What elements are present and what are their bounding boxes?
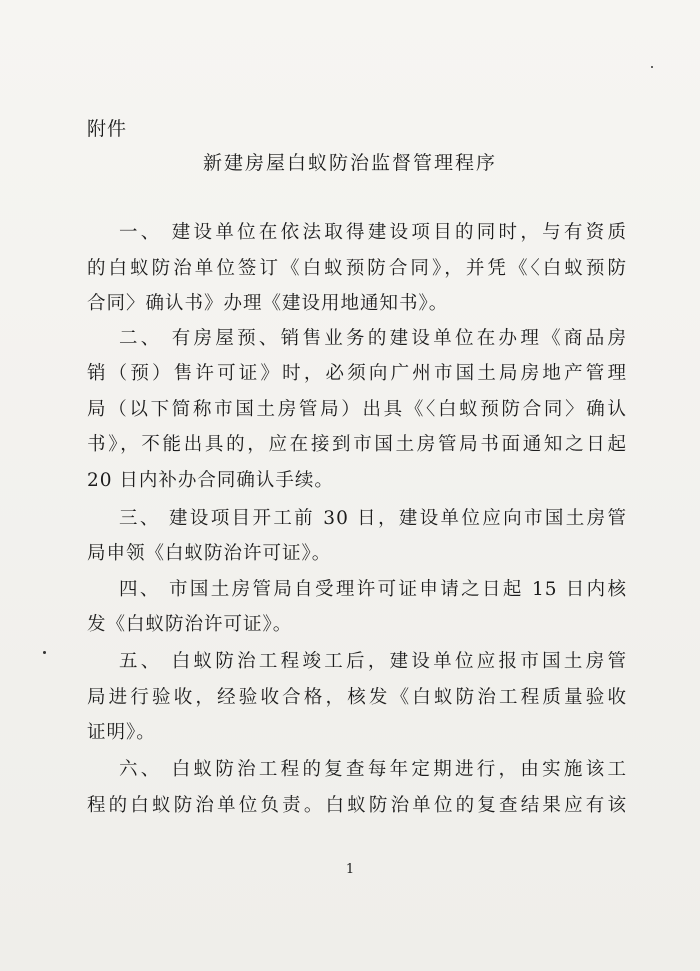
scan-speck	[651, 66, 653, 68]
paragraph-5-line-2: 局进行验收，经验收合格，核发《白蚁防治工程质量验收	[87, 687, 627, 708]
paragraph-6-line-2: 程的白蚁防治单位负责。白蚁防治单位的复查结果应有该	[87, 795, 627, 816]
paragraph-2-line-4: 书》，不能出具的，应在接到市国土房管局书面通知之日起	[87, 434, 627, 455]
paragraph-5-line-3: 证明》。	[87, 722, 156, 743]
paragraph-1-line-1: 一、 建设单位在依法取得建设项目的同时，与有资质	[119, 222, 627, 243]
paragraph-2-line-5: 20 日内补办合同确认手续。	[87, 470, 334, 491]
paragraph-2-line-3: 局（以下简称市国土房管局）出具《〈白蚁预防合同〉确认	[87, 399, 627, 420]
paragraph-5-line-1: 五、 白蚁防治工程竣工后，建设单位应报市国土房管	[119, 651, 627, 672]
paragraph-3-line-2: 局申领《白蚁防治许可证》。	[87, 543, 332, 564]
paragraph-2-line-2: 销（预）售许可证》时，必须向广州市国土局房地产管理	[87, 363, 627, 384]
paragraph-4-line-1: 四、 市国土房管局自受理许可证申请之日起 15 日内核	[119, 579, 627, 600]
paragraph-6-line-1: 六、 白蚁防治工程的复查每年定期进行，由实施该工	[119, 759, 627, 780]
paragraph-4-line-2: 发《白蚁防治许可证》。	[87, 614, 293, 635]
scan-speck	[43, 651, 46, 654]
page-number: 1	[345, 862, 355, 877]
paragraph-1-line-3: 合同〉确认书》办理《建设用地通知书》。	[87, 293, 449, 314]
paragraph-2-line-1: 二、 有房屋预、销售业务的建设单位在办理《商品房	[119, 328, 627, 349]
paragraph-1-line-2: 的白蚁防治单位签订《白蚁预防合同》，并凭《〈白蚁预防	[87, 258, 627, 279]
paragraph-3-line-1: 三、 建设项目开工前 30 日，建设单位应向市国土房管	[119, 508, 627, 529]
document-title: 新建房屋白蚁防治监督管理程序	[202, 152, 497, 174]
attachment-label: 附件	[87, 118, 128, 140]
